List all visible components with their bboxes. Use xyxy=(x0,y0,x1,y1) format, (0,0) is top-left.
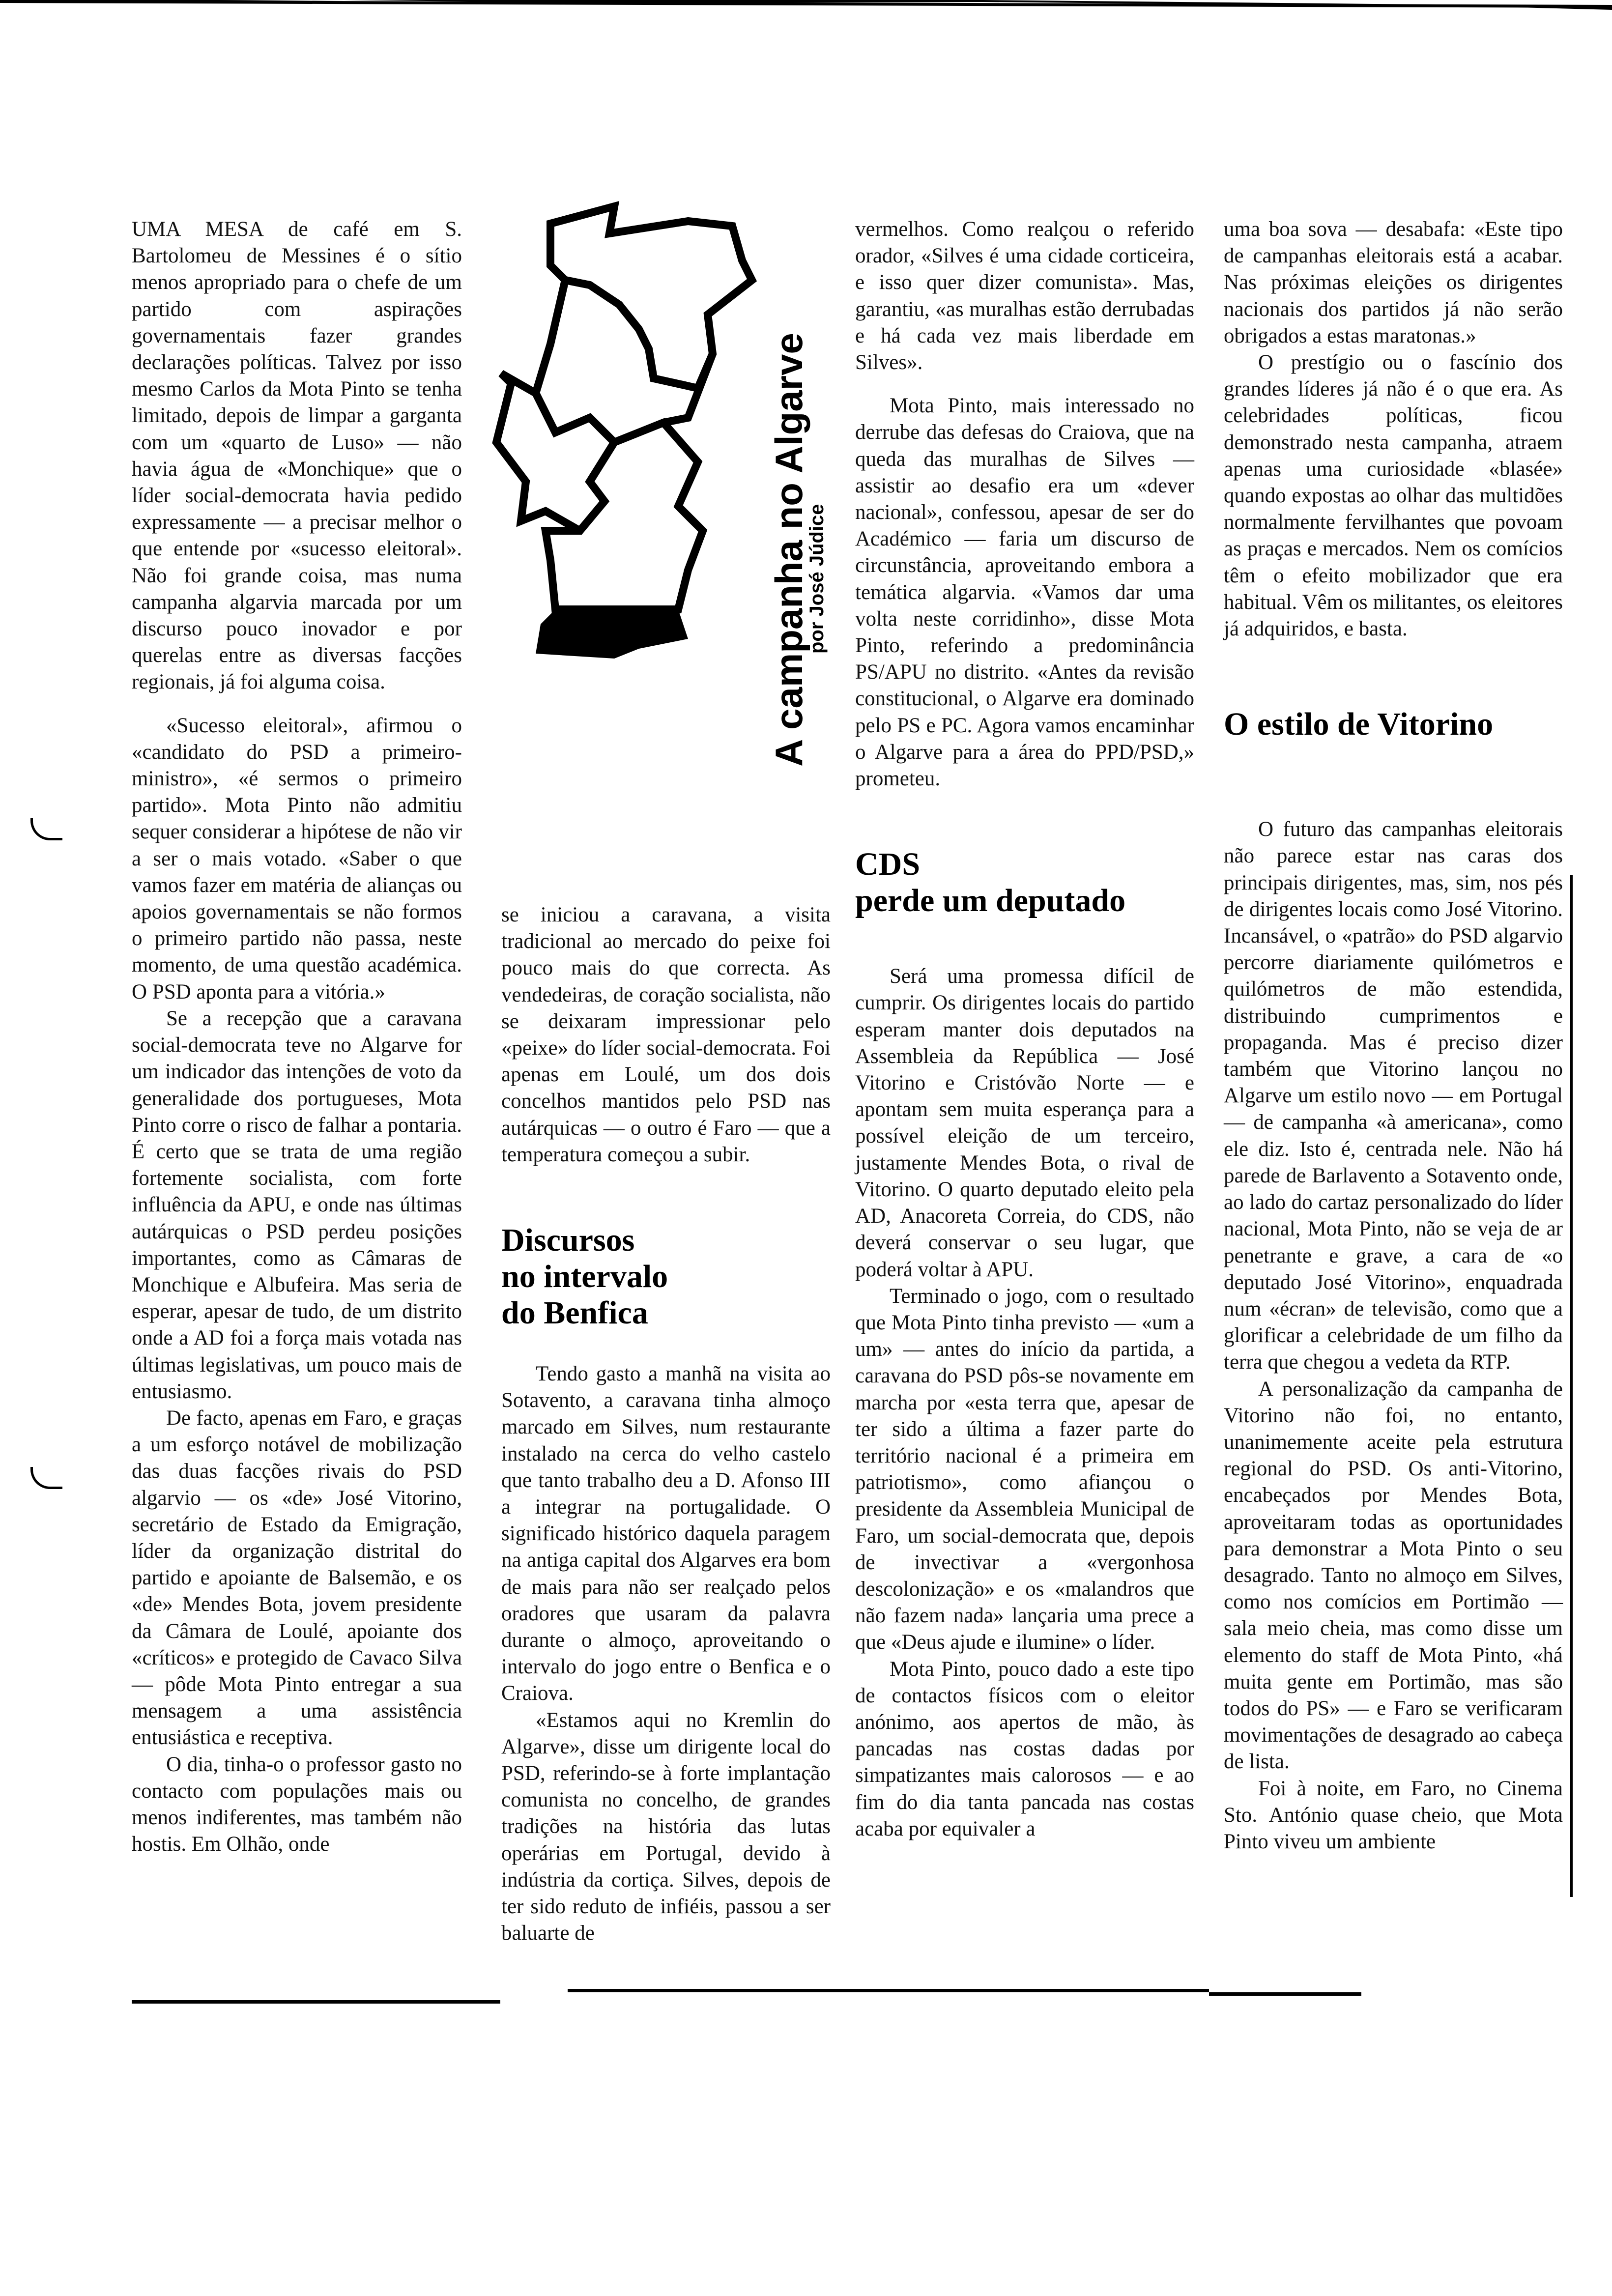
column-rule xyxy=(1570,875,1573,1897)
bottom-rule xyxy=(568,1989,853,1992)
paragraph: UMA MESA de café em S. Bartolomeu de Messines é o sítio menos apropriado para o chefe de um partido com aspirações governamentais fazer grandes declarações políticas. Talvez por isso mesmo Carlos da Mota Pinto se tenha limitado, depois de limpar a garganta com um «quarto de Luso» — não havia água de «Monchique» que o líder social-democrata havia pedido expressamente — a precisar melhor o que entende por «sucesso eleitoral». Não foi grande coisa, mas numa campanha algarvia marcada por um discurso pouco inovador e por querelas entre as diversas facções regionais, já foi alguma coisa. xyxy=(132,218,462,694)
article-column-4 xyxy=(1224,216,1563,1855)
graphic-title: A campanha no Algarve xyxy=(767,333,810,767)
article-column-2 xyxy=(501,902,831,1947)
paragraph: Se a recepção que a caravana social-democrata teve no Algarve for um indicador das intenções de voto da generalidade dos portugueses, Mota Pinto corre o risco de falhar a pontaria. É certo que se trata de uma região fortemente socialista, com forte influência da APU, e onde nas últimas autárquicas o PSD perdeu posições importantes, como as Câmaras de Monchique e Albufeira. Mas seria de esperar, apesar de tudo, de um distrito onde a AD foi a força mais votada nas últimas legislativas, um pouco mais de entusiasmo. xyxy=(132,1006,462,1403)
bottom-rule xyxy=(132,2000,500,2004)
article-column-1 xyxy=(132,216,462,1858)
paragraph: Terminado o jogo, com o resultado que Mota Pinto tinha previsto — «um a um» — antes do início da partida, a caravana do PSD pôs-se novamente em marcha por «esta terra que, apesar de ter sido a última a fazer parte do território nacional é a primeira em patriotismo», como afiançou o presidente da Assembleia Municipal de Faro, um social-democrata que, depois de invectivar a «vergonhosa descolonização» e os «malandros que não fazem nada» lançaria uma prece a que «Deus ajude e ilumine» o líder. xyxy=(855,1284,1194,1654)
paragraph: Será uma promessa difícil de cumprir. Os dirigentes locais do partido esperam manter dois deputados na Assembleia da República — José Vitorino e Cristóvão Norte — e apontam sem muita esperança para a possível eleição de um terceiro, justamente Mendes Bota, o rival de Vitorino. O quarto deputado eleito pela AD, Anacoreta Correia, do CDS, não deverá conservar o seu lugar, que poderá voltar à APU. xyxy=(855,965,1194,1281)
paragraph: O futuro das campanhas eleitorais não parece estar nas caras dos principais dirigentes, mas, sim, nos pés de dirigentes locais como José Vitorino. Incansável, o «patrão» do PSD algarvio percorre diariamente quilómetros e quilómetros de mão estendida, distribuindo cumprimentos e propaganda. Mas é preciso dizer também que Vitorino lançou no Algarve um estilo novo — em Portugal — de campanha «à americana», como ele diz. Isto é, centrada nele. Não há parede de Barlavento a Sotavento onde, ao lado do cartaz personalizado do líder nacional, Mota Pinto, não se veja de ar penetrante e grave, a cara de «o deputado José Vitorino», enquadrada num «écran» de televisão, como que a glorificar a celebridade de um filho da terra que chegou a vedeta da RTP. xyxy=(1224,818,1563,1374)
paragraph: «Estamos aqui no Kremlin do Algarve», disse um dirigente local do PSD, referindo-se à forte implantação comunista no concelho, de grandes tradições na história das lutas operárias em Portugal, devido à indústria da cortiça. Silves, depois de ter sido reduto de infiéis, passou a ser baluarte de xyxy=(501,1708,831,1945)
paragraph: uma boa sova — desabafa: «Este tipo de campanhas eleitorais está a acabar. Nas próximas eleições os dirigentes nacionais dos partidos já não serão obrigados a estas maratonas.» xyxy=(1224,218,1563,347)
paragraph: O dia, tinha-o o professor gasto no contacto com populações mais ou menos indiferentes, mas também não hostis. Em Olhão, onde xyxy=(132,1752,462,1856)
paragraph: De facto, apenas em Faro, e graças a um esforço notável de mobilização das duas facções rivais do PSD algarvio — os «de» José Vitorino, secretário de Estado da Emigração, líder da organização distrital do partido e apoiante de Balsemão, e os «de» Mendes Bota, jovem presidente da Câmara de Loulé, apoiante dos «críticos» e protegido de Cavaco Silva — pôde Mota Pinto entregar a sua mensagem a uma assistência entusiástica e receptiva. xyxy=(132,1406,462,1750)
paragraph: Mota Pinto, pouco dado a este tipo de contactos físicos com o eleitor anónimo, aos apertos de mão, às pancadas nas costas dadas por simpatizantes mais calorosos — e ao fim do dia tanta pancada nas costas acaba por equivaler a xyxy=(855,1657,1194,1840)
paragraph: Foi à noite, em Faro, no Cinema Sto. António quase cheio, que Mota Pinto viveu um ambiente xyxy=(1224,1777,1563,1853)
paragraph: O prestígio ou o fascínio dos grandes líderes já não é o que era. As celebridades políticas, ficou demonstrado nesta campanha, atraem apenas uma curiosidade «blasée» quando expostas ao olhar das multidões normalmente fervilhantes que povoam as praças e mercados. Nem os comícios têm o efeito mobilizador que era habitual. Vêm os militantes, os eleitores já adquiridos, e basta. xyxy=(1224,351,1563,641)
section-heading: O estilo de Vitorino xyxy=(1224,706,1494,743)
bottom-rule xyxy=(1209,1992,1361,1996)
paragraph: «Sucesso eleitoral», afirmou o «candidato do PSD a primeiro-ministro», «é sermos o primeiro partido». Mota Pinto não admitiu sequer considerar a hipótese de não vir a ser o mais votado. «Saber o que vamos fazer em matéria de alianças ou apoios governamentais se não formos o primeiro partido não passa, neste momento, de uma questão académica. O PSD aponta para a vitória.» xyxy=(132,714,462,1004)
scan-mark xyxy=(30,818,62,840)
paragraph: Tendo gasto a manhã na visita ao Sotavento, a caravana tinha almoço marcado em Silves, num restaurante instalado na cerca do velho castelo que tanto trabalho deu a D. Afonso III a integrar na portugalidade. O significado histórico daquela paragem na antiga capital dos Algarves era bom de mais para não ser realçado pelos oradores que usaram da palavra durante o almoço, aproveitando o intervalo do jogo entre o Benfica e o Craiova. xyxy=(501,1362,831,1705)
scan-mark xyxy=(30,1467,62,1489)
scan-edge xyxy=(0,0,1612,10)
bottom-rule xyxy=(845,1989,1209,1992)
paragraph: A personalização da campanha de Vitorino não foi, no entanto, unanimemente aceite pela estrutura regional do PSD. Os anti-Vitorino, encabeçados por Mendes Bota, aproveitaram todas as oportunidades para demonstrar a Mota Pinto o seu desagrado. Tanto no almoço em Silves, como nos comícios em Portimão — sala meio cheia, mas como disse um elemento do staff de Mota Pinto, «há muita gente em Portimão, mas são todos do PS» — e Faro se verificaram movimentações de desagrado ao cabeça de lista. xyxy=(1224,1377,1563,1774)
paragraph: Mota Pinto, mais interessado no derrube das defesas do Craiova, que na queda das muralhas de Silves — assistir ao desafio era um «dever nacional», confessou, apesar de ser do Académico — faria um discurso de circunstância, aproveitando embora a temática algarvia. «Vamos dar uma volta neste corridinho», disse Mota Pinto, referindo a predominância PS/APU no distrito. «Antes da revisão constitucional, o Algarve era dominado pelo PS e PC. Agora vamos encaminhar o Algarve para a área do PPD/PSD,» prometeu. xyxy=(855,394,1194,791)
section-heading: Discursos no intervalo do Benfica xyxy=(501,1222,668,1331)
article-column-3 xyxy=(855,216,1194,1842)
graphic-byline: por José Júdice xyxy=(806,504,828,654)
paragraph: se iniciou a caravana, a visita tradicional ao mercado do peixe foi pouco mais do que correcta. As vendedeiras, de coração socialista, não se deixaram impressionar pelo «peixe» do líder social-democrata. Foi apenas em Loulé, um dos dois concelhos mantidos pelo PSD nas autárquicas — o outro é Faro — que a temperatura começou a subir. xyxy=(501,903,831,1166)
paragraph: vermelhos. Como realçou o referido orador, «Silves é uma cidade corticeira, e isso quer dizer comunista». Mas, garantiu, «as muralhas estão derrubadas e há cada vez mais liberdade em Silves». xyxy=(855,218,1194,374)
section-heading: CDS perde um deputado xyxy=(855,846,1126,919)
